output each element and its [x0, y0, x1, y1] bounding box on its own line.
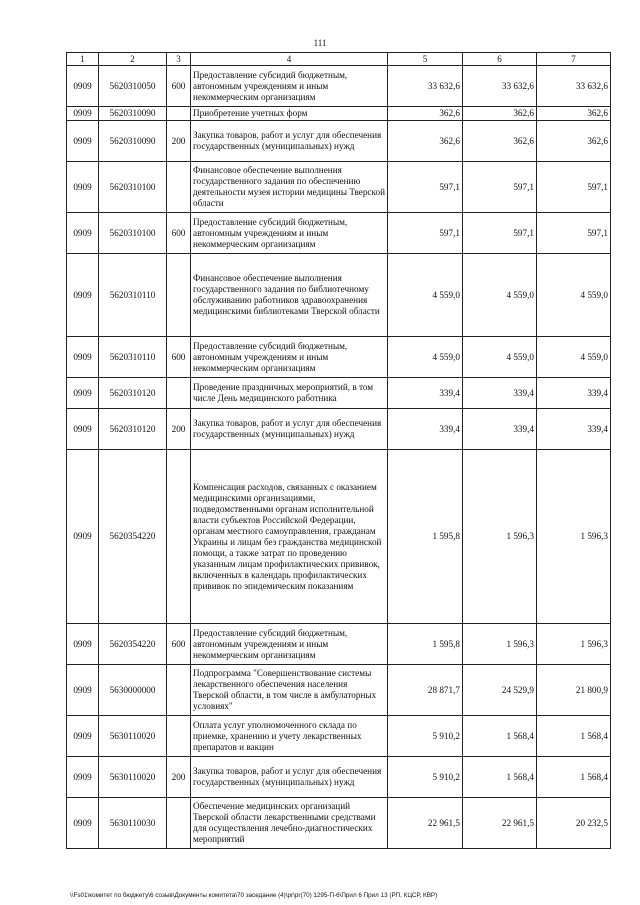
cell-name: Финансовое обеспечение выполнения государственного задания по библиотечному обслуживанию работников здравоохранения медицинскими библиотеками Тверской области	[191, 254, 388, 337]
cell-value-5: 597,1	[388, 213, 463, 254]
table-row	[67, 66, 611, 107]
cell-type	[167, 107, 191, 121]
cell-name: Оплата услуг уполномоченного склада по приемке, хранению и учету лекарственных препаратов и вакцин	[191, 716, 388, 757]
cell-value-7: 362,6	[537, 107, 611, 121]
table-row	[67, 213, 611, 254]
cell-value-7: 4 559,0	[537, 337, 611, 378]
budget-table	[66, 52, 611, 849]
column-header: 5	[388, 53, 463, 66]
cell-section: 0909	[67, 409, 99, 450]
cell-section: 0909	[67, 254, 99, 337]
cell-type	[167, 378, 191, 409]
cell-value-5: 362,6	[388, 121, 463, 162]
cell-name: Подпрограмма "Совершенствование системы лекарственного обеспечения населения Тверской области, в том числе в амбулаторных условиях"	[191, 665, 388, 716]
cell-value-6: 33 632,6	[463, 66, 537, 107]
file-path-footer: \\Fs01\комитет по бюджету\6 созыв\Документы комитета\70 заседание (4)\pr\pr(70) 1295-П-6\Прил 6 Прил 13 (РП, КЦСР, КВР)	[70, 892, 438, 899]
cell-value-7: 597,1	[537, 162, 611, 213]
cell-value-6: 22 961,5	[463, 798, 537, 849]
cell-value-7: 1 568,4	[537, 757, 611, 798]
cell-value-5: 4 559,0	[388, 337, 463, 378]
cell-code: 5620310100	[99, 213, 167, 254]
cell-value-5: 4 559,0	[388, 254, 463, 337]
cell-value-5: 597,1	[388, 162, 463, 213]
cell-value-6: 4 559,0	[463, 337, 537, 378]
column-header: 6	[463, 53, 537, 66]
cell-value-5: 5 910,2	[388, 757, 463, 798]
cell-name: Финансовое обеспечение выполнения государственного задания по обеспечению деятельности музея истории медицины Тверской области	[191, 162, 388, 213]
cell-value-7: 4 559,0	[537, 254, 611, 337]
cell-value-7: 21 800,9	[537, 665, 611, 716]
cell-name: Компенсация расходов, связанных с оказанием медицинскими организациями, подведомственными органам исполнительной власти субъектов Российской Федерации, органам местного самоуправления, гражданам Украины и лицам без гражданства медицинской помощи, а также затрат по проведению указанным лицам профилактических прививок, включенных в календарь профилактических прививок по эпидемическим показаниям	[191, 450, 388, 624]
cell-value-7: 20 232,5	[537, 798, 611, 849]
cell-code: 5620310110	[99, 254, 167, 337]
cell-code: 5620310090	[99, 121, 167, 162]
cell-name: Предоставление субсидий бюджетным, автономным учреждениям и иным некоммерческим организациям	[191, 337, 388, 378]
cell-code: 5630000000	[99, 665, 167, 716]
cell-value-5: 5 910,2	[388, 716, 463, 757]
cell-value-7: 597,1	[537, 213, 611, 254]
cell-value-6: 339,4	[463, 378, 537, 409]
column-header: 3	[167, 53, 191, 66]
cell-type	[167, 665, 191, 716]
cell-name: Закупка товаров, работ и услуг для обеспечения государственных (муниципальных) нужд	[191, 121, 388, 162]
cell-value-7: 362,6	[537, 121, 611, 162]
cell-value-7: 1 596,3	[537, 450, 611, 624]
cell-code: 5620310050	[99, 66, 167, 107]
cell-type: 200	[167, 409, 191, 450]
cell-name: Закупка товаров, работ и услуг для обеспечения государственных (муниципальных) нужд	[191, 757, 388, 798]
cell-value-6: 1 568,4	[463, 716, 537, 757]
cell-type	[167, 798, 191, 849]
cell-name: Предоставление субсидий бюджетным, автономным учреждениям и иным некоммерческим организациям	[191, 624, 388, 665]
table-row	[67, 162, 611, 213]
table-row	[67, 337, 611, 378]
cell-value-7: 339,4	[537, 378, 611, 409]
cell-code: 5620310100	[99, 162, 167, 213]
cell-value-6: 597,1	[463, 213, 537, 254]
table-row	[67, 716, 611, 757]
table-row	[67, 665, 611, 716]
cell-code: 5620310110	[99, 337, 167, 378]
cell-type	[167, 254, 191, 337]
cell-code: 5630110020	[99, 716, 167, 757]
cell-section: 0909	[67, 798, 99, 849]
cell-type	[167, 450, 191, 624]
cell-value-6: 362,6	[463, 121, 537, 162]
cell-section: 0909	[67, 665, 99, 716]
cell-code: 5620310120	[99, 378, 167, 409]
cell-section: 0909	[67, 121, 99, 162]
cell-value-6: 362,6	[463, 107, 537, 121]
cell-type: 600	[167, 66, 191, 107]
cell-value-7: 33 632,6	[537, 66, 611, 107]
cell-name: Предоставление субсидий бюджетным, автономным учреждениям и иным некоммерческим организациям	[191, 66, 388, 107]
cell-type: 200	[167, 757, 191, 798]
cell-section: 0909	[67, 337, 99, 378]
cell-section: 0909	[67, 450, 99, 624]
cell-value-5: 339,4	[388, 378, 463, 409]
cell-name: Приобретение учетных форм	[191, 107, 388, 121]
cell-section: 0909	[67, 66, 99, 107]
cell-value-6: 597,1	[463, 162, 537, 213]
table-row	[67, 757, 611, 798]
cell-name: Проведение праздничных мероприятий, в том числе День медицинского работника	[191, 378, 388, 409]
cell-value-5: 339,4	[388, 409, 463, 450]
cell-value-6: 1 596,3	[463, 450, 537, 624]
cell-value-5: 33 632,6	[388, 66, 463, 107]
cell-type: 600	[167, 624, 191, 665]
cell-code: 5620310120	[99, 409, 167, 450]
cell-code: 5620310090	[99, 107, 167, 121]
table-row	[67, 798, 611, 849]
cell-value-5: 362,6	[388, 107, 463, 121]
cell-name: Предоставление субсидий бюджетным, автономным учреждениям и иным некоммерческим организациям	[191, 213, 388, 254]
cell-value-5: 1 595,8	[388, 450, 463, 624]
cell-value-5: 1 595,8	[388, 624, 463, 665]
cell-section: 0909	[67, 378, 99, 409]
table-row	[67, 378, 611, 409]
cell-name: Обеспечение медицинских организаций Тверской области лекарственными средствами для осуществления лечебно-диагностических мероприятий	[191, 798, 388, 849]
cell-value-6: 1 596,3	[463, 624, 537, 665]
column-header: 7	[537, 53, 611, 66]
table-row	[67, 107, 611, 121]
cell-value-6: 1 568,4	[463, 757, 537, 798]
cell-value-7: 1 596,3	[537, 624, 611, 665]
header-row	[67, 53, 611, 66]
cell-section: 0909	[67, 624, 99, 665]
table-row	[67, 254, 611, 337]
cell-code: 5630110030	[99, 798, 167, 849]
cell-type	[167, 716, 191, 757]
cell-section: 0909	[67, 213, 99, 254]
cell-section: 0909	[67, 107, 99, 121]
cell-value-6: 24 529,9	[463, 665, 537, 716]
cell-type	[167, 162, 191, 213]
cell-value-5: 22 961,5	[388, 798, 463, 849]
cell-value-6: 4 559,0	[463, 254, 537, 337]
column-header: 2	[99, 53, 167, 66]
cell-value-6: 339,4	[463, 409, 537, 450]
cell-code: 5620354220	[99, 624, 167, 665]
table-row	[67, 121, 611, 162]
cell-type: 600	[167, 213, 191, 254]
table-row	[67, 624, 611, 665]
cell-code: 5620354220	[99, 450, 167, 624]
cell-section: 0909	[67, 716, 99, 757]
cell-type: 200	[167, 121, 191, 162]
table-row	[67, 409, 611, 450]
cell-value-7: 339,4	[537, 409, 611, 450]
cell-code: 5630110020	[99, 757, 167, 798]
column-header: 4	[191, 53, 388, 66]
column-header: 1	[67, 53, 99, 66]
cell-value-5: 28 871,7	[388, 665, 463, 716]
cell-type: 600	[167, 337, 191, 378]
cell-value-7: 1 568,4	[537, 716, 611, 757]
table-row	[67, 450, 611, 624]
page-number: 111	[313, 38, 327, 48]
cell-name: Закупка товаров, работ и услуг для обеспечения государственных (муниципальных) нужд	[191, 409, 388, 450]
cell-section: 0909	[67, 757, 99, 798]
cell-section: 0909	[67, 162, 99, 213]
